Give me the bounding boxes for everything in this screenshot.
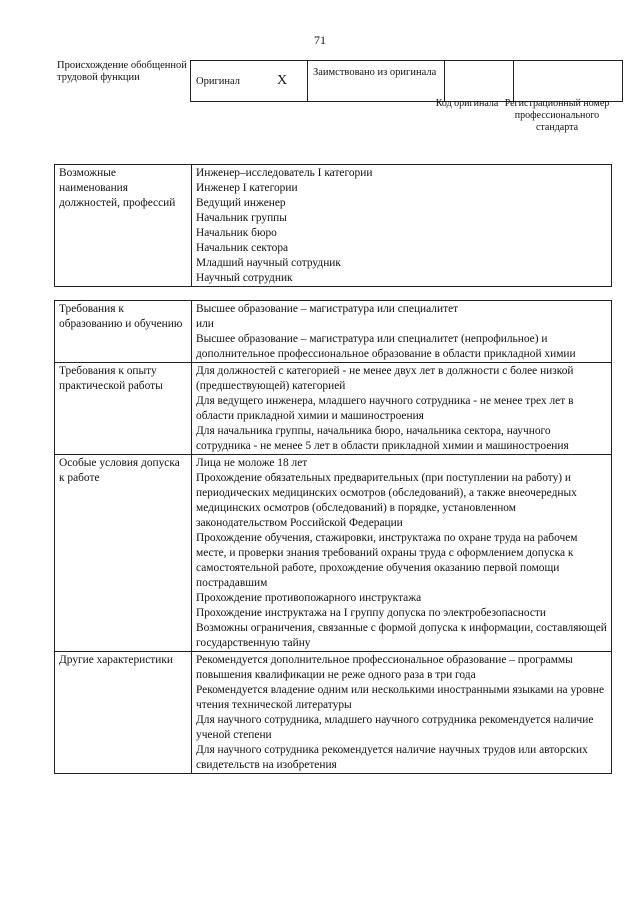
requirement-item: Возможны ограничения, связанные с формой допуска к информации, составляющей государственную тайну [196, 622, 607, 649]
requirements-row-education [55, 301, 612, 363]
requirement-item: Прохождение инструктажа на I группу допуска по электробезопасности [196, 607, 546, 619]
requirements-row-other [55, 652, 612, 774]
code-caption: Код оригинала [435, 98, 499, 109]
requirement-item: Высшее образование – магистратура или специалитет [196, 303, 459, 315]
code-cell [445, 61, 514, 102]
position-item: Начальник сектора [196, 242, 289, 254]
position-item: Начальник бюро [196, 227, 277, 239]
page-number: 71 [314, 33, 326, 47]
education-content [192, 301, 612, 363]
position-item: Младший научный сотрудник [196, 257, 341, 269]
other-content [192, 652, 612, 774]
requirement-item: Лица не моложе 18 лет [196, 457, 308, 469]
position-item: Научный сотрудник [196, 272, 293, 284]
original-label: Оригинал [191, 61, 258, 102]
requirement-item: или [196, 318, 214, 330]
education-label: Требования к образованию и обучению [55, 301, 192, 363]
positions-table [54, 164, 612, 287]
requirement-item: Прохождение обязательных предварительных (при поступлении на работу) и периодических медицинских осмотров (обследований), а также внеочередных медицинских осмотров (обследований) в порядке, установленном законодательством Российской Федерации [196, 472, 577, 529]
requirement-item: Рекомендуется владение одним или несколькими иностранными языками на уровне чтения технической литературы [196, 684, 605, 711]
reg-caption: Регистрационный номер профессионального стандарта [504, 98, 610, 133]
requirement-item: Для начальника группы, начальника бюро, начальника сектора, научного сотрудника - не менее 5 лет в области прикладной химии и машиностроения [196, 425, 569, 452]
requirement-item: Прохождение обучения, стажировки, инструктажа по охране труда на рабочем месте, и проверки знания требований охраны труда с оформлением допуска к самостоятельной работе, прохождение обучения оказанию первой помощи пострадавшим [196, 532, 578, 589]
positions-row [55, 165, 612, 287]
origin-label: Происхождение обобщенной трудовой функции [57, 60, 187, 83]
requirement-item: Для научного сотрудника, младшего научного сотрудника рекомендуется наличие ученой степени [196, 714, 594, 741]
position-item: Начальник группы [196, 212, 287, 224]
admission-content [192, 455, 612, 652]
original-mark: X [257, 61, 308, 102]
requirement-item: Прохождение противопожарного инструктажа [196, 592, 422, 604]
experience-label: Требования к опыту практической работы [55, 363, 192, 455]
requirement-item: Для научного сотрудника рекомендуется наличие научных трудов или авторских свидетельств на изобретения [196, 744, 588, 771]
experience-content [192, 363, 612, 455]
requirements-row-admission [55, 455, 612, 652]
borrowed-label: Заимствовано из оригинала [308, 61, 445, 102]
requirement-item: Рекомендуется дополнительное профессиональное образование – программы повышения квалификации не реже одного раза в три года [196, 654, 573, 681]
requirement-item: Для ведущего инженера, младшего научного сотрудника - не менее трех лет в области прикладной химии и машиностроения [196, 395, 574, 422]
origin-table [190, 60, 623, 102]
admission-label: Особые условия допуска к работе [55, 455, 192, 652]
positions-label: Возможные наименования должностей, профессий [55, 165, 192, 287]
requirement-item: Высшее образование – магистратура или специалитет (непрофильное) и дополнительное профессиональное образование в области прикладной химии [196, 333, 576, 360]
position-item: Инженер–исследователь I категории [196, 167, 373, 179]
requirement-item: Для должностей с категорией - не менее двух лет в должности с более низкой (предшествующей) категорией [196, 365, 574, 392]
other-label: Другие характеристики [55, 652, 192, 774]
requirements-row-experience [55, 363, 612, 455]
reg-number-cell [514, 61, 623, 102]
positions-list [192, 165, 612, 287]
position-item: Ведущий инженер [196, 197, 286, 209]
position-item: Инженер I категории [196, 182, 298, 194]
requirements-table [54, 300, 612, 774]
